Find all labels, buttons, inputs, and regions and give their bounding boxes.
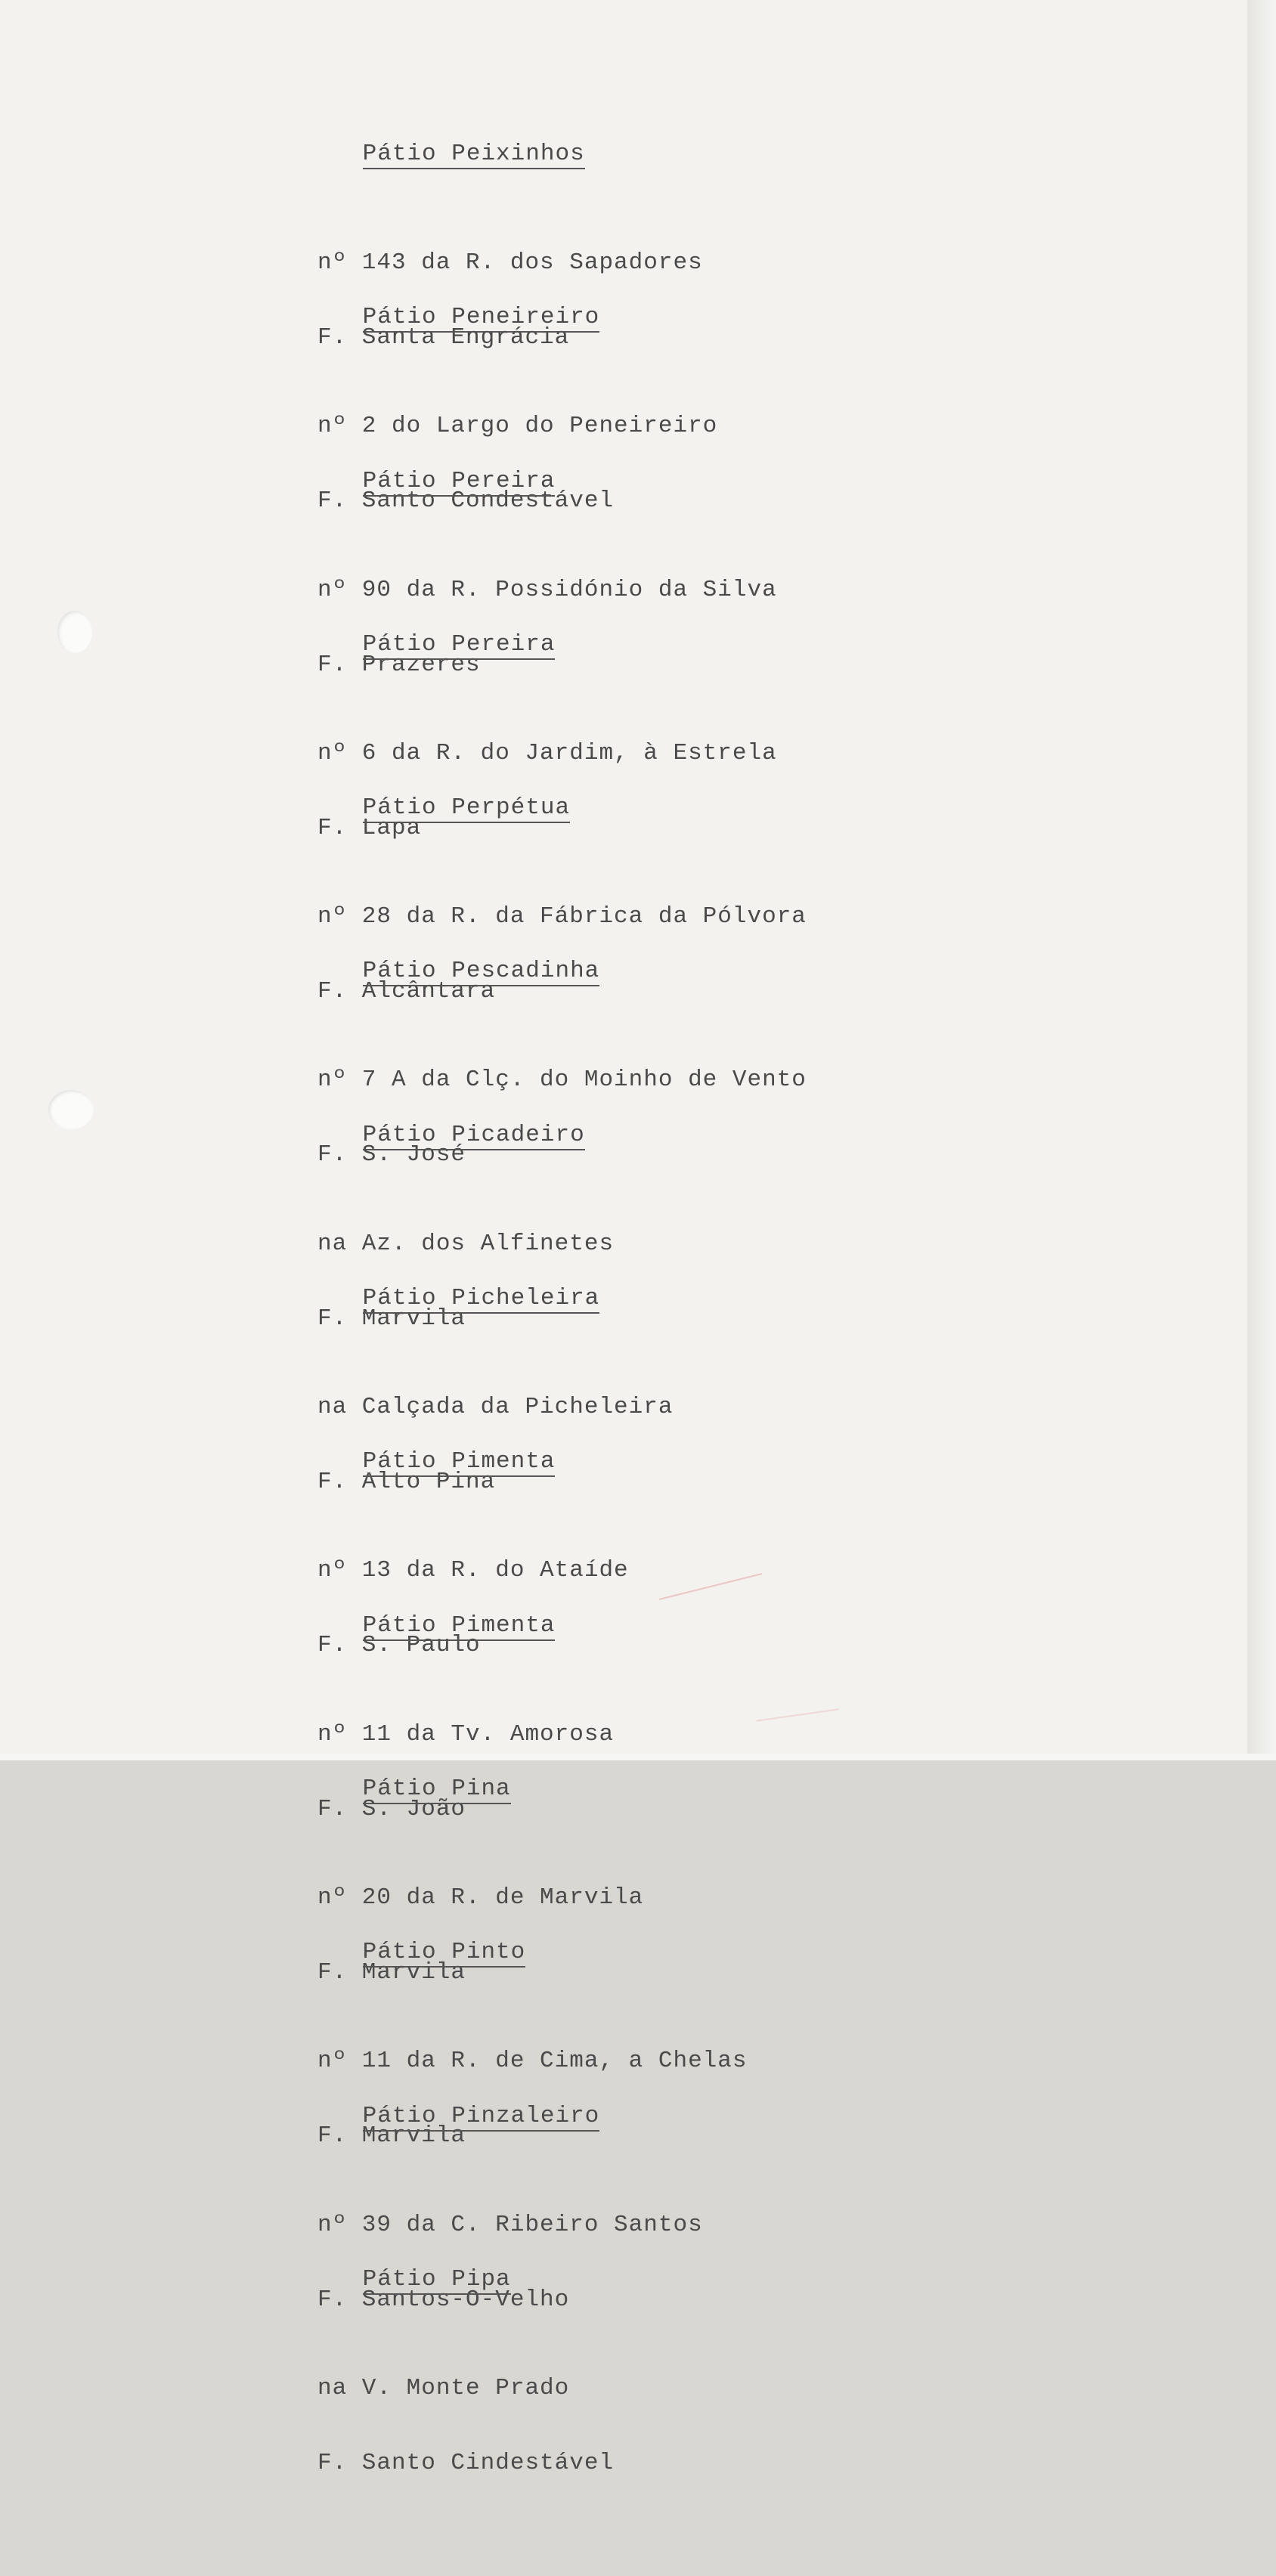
punch-hole <box>57 611 92 653</box>
entry-title: Pátio Picadeiro <box>363 1122 585 1150</box>
entry-title: Pátio Peixinhos <box>363 141 585 169</box>
entry-address: nº 39 da C. Ribeiro Santos <box>317 2211 703 2238</box>
punch-hole <box>48 1090 94 1129</box>
entry-title: Pátio Pina <box>363 1776 511 1804</box>
entry-address: nº 6 da R. do Jardim, à Estrela <box>317 739 777 766</box>
entry-title: Pátio Pimenta <box>363 1449 556 1477</box>
entry-title: Pátio Pereira <box>363 469 556 497</box>
entry-address: nº 2 do Largo do Peneireiro <box>317 413 718 440</box>
entry-title: Pátio Peneireiro <box>363 305 600 333</box>
entry-parish: F. Lapa <box>317 814 422 841</box>
entry-address: na Az. dos Alfinetes <box>317 1230 615 1257</box>
entry-address: nº 28 da R. da Fábrica da Pólvora <box>317 903 807 930</box>
entry-parish: F. Marvila <box>317 2122 466 2150</box>
entry <box>271 1424 1102 1659</box>
entry-address: nº 11 da R. de Cima, a Chelas <box>317 2048 748 2075</box>
entry-parish: F. Santos-O-Velho <box>317 2286 570 2313</box>
entry-parish: F. S. José <box>317 1141 466 1169</box>
entry-address: nº 20 da R. de Marvila <box>317 1884 644 1911</box>
entry-address: na Calçada da Picheleira <box>317 1394 674 1421</box>
entry-parish: F. Alcântara <box>317 978 496 1005</box>
entry-parish: F. Alto Pina <box>317 1469 496 1496</box>
entry-address: na V. Monte Prado <box>317 2374 570 2401</box>
entry-title: Pátio Pescadinha <box>363 958 600 986</box>
entry-address: nº 11 da Tv. Amorosa <box>317 1720 615 1748</box>
entry-title: Pátio Pereira <box>363 632 556 660</box>
entry-parish: F. Marvila <box>317 1305 466 1332</box>
entry-parish: F. Santa Engrácia <box>317 324 570 351</box>
page-edge <box>1247 0 1276 1760</box>
entry-address: nº 90 da R. Possidónio da Silva <box>317 576 777 603</box>
entry <box>271 2242 1102 2476</box>
entry-parish: F. Santo Cindestável <box>317 2449 615 2476</box>
entry-title: Pátio Pinto <box>363 1940 526 1968</box>
entry-list <box>271 67 1102 2476</box>
entry-parish: F. Marvila <box>317 1958 466 1986</box>
entry-parish: F. Santo Condestável <box>317 488 615 515</box>
entry-address: nº 13 da R. do Ataíde <box>317 1557 629 1584</box>
page-bottom-edge <box>0 1754 1276 1760</box>
entry <box>271 444 1102 678</box>
entry-parish: F. S. Paulo <box>317 1632 481 1659</box>
entry-title: Pátio Pipa <box>363 2267 511 2295</box>
entry-title: Pátio Perpétua <box>363 795 570 823</box>
entry-title: Pátio Picheleira <box>363 1286 600 1314</box>
entry-title: Pátio Pimenta <box>363 1613 556 1641</box>
entry-address: nº 143 da R. dos Sapadores <box>317 249 703 276</box>
entry-title: Pátio Pinzaleiro <box>363 2104 600 2132</box>
entry-parish: F. S. João <box>317 1795 466 1822</box>
entry-address: nº 7 A da Clç. do Moinho de Vento <box>317 1067 807 1094</box>
entry-parish: F. Prazeres <box>317 651 481 678</box>
